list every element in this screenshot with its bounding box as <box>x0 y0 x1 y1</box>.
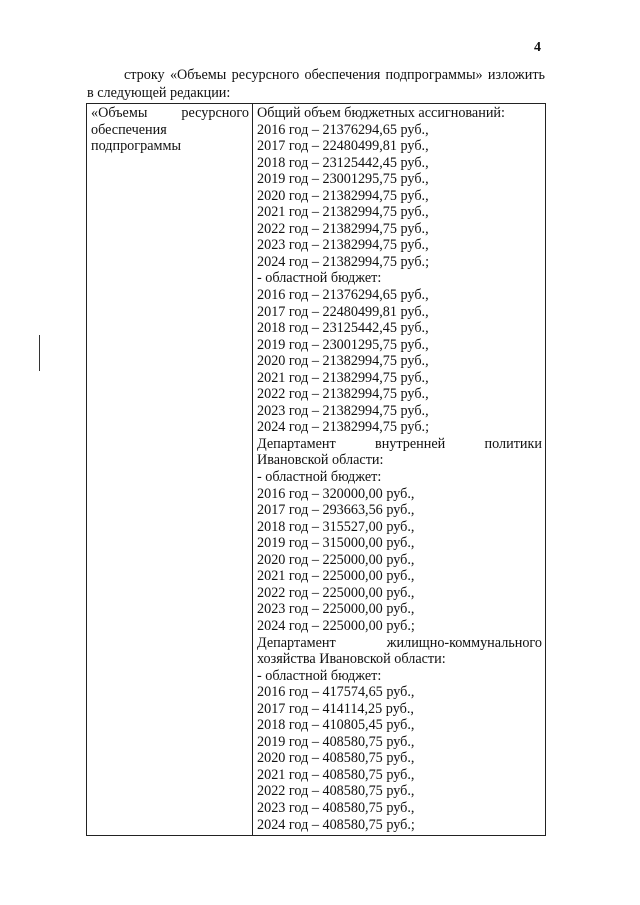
year-amount-line: 2021 год – 408580,75 руб., <box>257 766 415 783</box>
total-year-list <box>257 122 542 271</box>
year-amount-line: 2020 год – 408580,75 руб., <box>257 750 415 767</box>
year-amount-line: 2020 год – 21382994,75 руб., <box>257 353 429 370</box>
year-amount-line: 2017 год – 22480499,81 руб., <box>257 138 429 155</box>
dept2-heading-line-2: хозяйства Ивановской области: <box>257 651 446 668</box>
table-row <box>87 104 546 836</box>
total-heading: Общий объем бюджетных ассигнований: <box>257 105 505 121</box>
year-amount-line: 2016 год – 21376294,65 руб., <box>257 287 429 304</box>
year-amount-line: 2022 год – 408580,75 руб., <box>257 783 415 800</box>
left-cell-line-3: подпрограммы <box>91 138 181 155</box>
year-amount-line: 2021 год – 225000,00 руб., <box>257 568 415 585</box>
year-amount-line: 2019 год – 315000,00 руб., <box>257 535 415 552</box>
intro-paragraph <box>87 66 545 102</box>
year-amount-line: 2022 год – 225000,00 руб., <box>257 584 415 601</box>
regional-budget-label: - областной бюджет: <box>257 270 382 287</box>
budget-table <box>86 103 546 836</box>
intro-line-2: в следующей редакции: <box>87 85 231 101</box>
year-amount-line: 2018 год – 23125442,45 руб., <box>257 320 429 337</box>
year-amount-line: 2018 год – 315527,00 руб., <box>257 518 415 535</box>
year-amount-line: 2020 год – 21382994,75 руб., <box>257 187 429 204</box>
year-amount-line: 2017 год – 293663,56 руб., <box>257 502 415 519</box>
page-number: 4 <box>534 40 541 55</box>
year-amount-line: 2018 год – 410805,45 руб., <box>257 717 415 734</box>
year-amount-line: 2022 год – 21382994,75 руб., <box>257 386 429 403</box>
year-amount-line: 2019 год – 23001295,75 руб., <box>257 336 429 353</box>
dept2-heading-line-1: Департамент жилищно-коммунального <box>257 634 542 651</box>
year-amount-line: 2016 год – 417574,65 руб., <box>257 684 415 701</box>
dept2-year-list <box>257 684 542 833</box>
year-amount-line: 2024 год – 21382994,75 руб.; <box>257 419 430 436</box>
year-amount-line: 2016 год – 320000,00 руб., <box>257 485 415 502</box>
year-amount-line: 2024 год – 21382994,75 руб.; <box>257 253 430 270</box>
dept1-heading-line-1: Департамент внутренней политики <box>257 435 542 452</box>
year-amount-line: 2021 год – 21382994,75 руб., <box>257 204 429 221</box>
year-amount-line: 2020 год – 225000,00 руб., <box>257 551 415 568</box>
left-cell-line-1: «Объемы ресурсного <box>91 105 249 121</box>
year-amount-line: 2023 год – 225000,00 руб., <box>257 601 415 618</box>
year-amount-line: 2023 год – 21382994,75 руб., <box>257 402 429 419</box>
intro-line-1: строку «Объемы ресурсного обеспечения подпрограммы» изложить <box>124 67 545 83</box>
year-amount-line: 2016 год – 21376294,65 руб., <box>257 121 429 138</box>
dept1-year-list <box>257 486 542 635</box>
left-cell-line-2: обеспечения <box>91 121 167 138</box>
year-amount-line: 2023 год – 408580,75 руб., <box>257 799 415 816</box>
margin-mark <box>39 335 40 371</box>
year-amount-line: 2019 год – 408580,75 руб., <box>257 733 415 750</box>
dept2-regional-budget-label: - областной бюджет: <box>257 667 382 684</box>
year-amount-line: 2024 год – 408580,75 руб.; <box>257 816 415 833</box>
regional-year-list <box>257 287 542 436</box>
table-right-cell <box>253 104 546 836</box>
dept1-regional-budget-label: - областной бюджет: <box>257 469 382 486</box>
year-amount-line: 2019 год – 23001295,75 руб., <box>257 171 429 188</box>
year-amount-line: 2022 год – 21382994,75 руб., <box>257 220 429 237</box>
year-amount-line: 2021 год – 21382994,75 руб., <box>257 369 429 386</box>
table-left-cell <box>87 104 253 836</box>
year-amount-line: 2018 год – 23125442,45 руб., <box>257 154 429 171</box>
dept1-heading-line-2: Ивановской области: <box>257 452 384 469</box>
year-amount-line: 2017 год – 22480499,81 руб., <box>257 303 429 320</box>
year-amount-line: 2023 год – 21382994,75 руб., <box>257 237 429 254</box>
year-amount-line: 2024 год – 225000,00 руб.; <box>257 617 415 634</box>
year-amount-line: 2017 год – 414114,25 руб., <box>257 700 414 717</box>
